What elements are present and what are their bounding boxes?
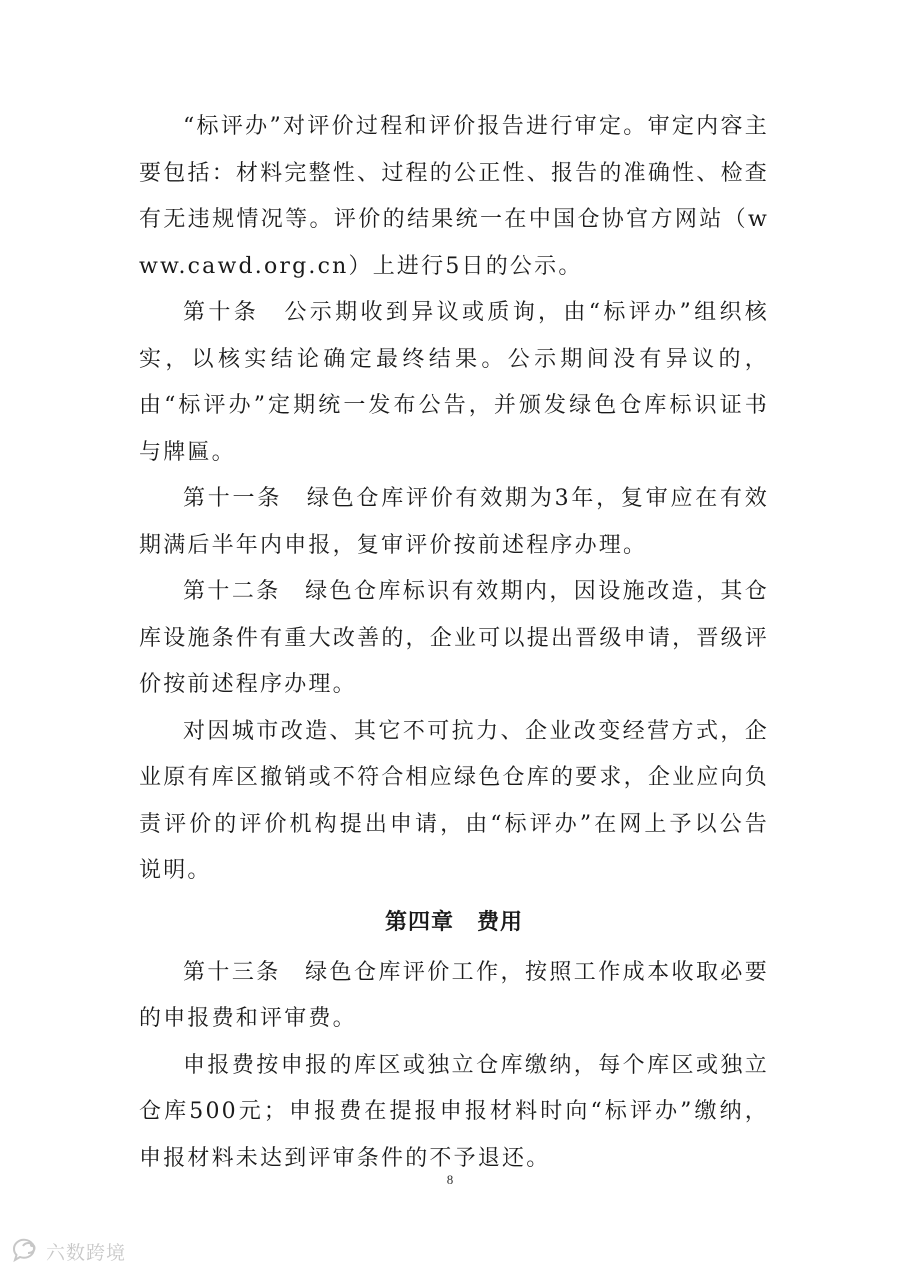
paragraph-relocation: 对因城市改造、其它不可抗力、企业改变经营方式，企业原有库区撤销或不符合相应绿色仓库的要求，企业应向负责评价的评价机构提出申请，由“标评办”在网上予以公告说明。 <box>139 718 769 883</box>
watermark <box>10 1236 126 1266</box>
chat-bubble-logo-icon <box>10 1236 40 1266</box>
paragraph-article-10: 第十条 公示期收到异议或质询，由“标评办”组织核实，以核实结论确定最终结果。公示期间没有异议的，由“标评办”定期统一发布公告，并颁发绿色仓库标识证书与牌匾。 <box>139 300 769 465</box>
paragraph-application-fee: 申报费按申报的库区或独立仓库缴纳，每个库区或独立仓库500元；申报费在提报申报材料时向“标评办”缴纳，申报材料未达到评审条件的不予退还。 <box>139 1052 769 1171</box>
document-body <box>139 104 769 1182</box>
page-number: 8 <box>446 1172 454 1187</box>
paragraph-article-13: 第十三条 绿色仓库评价工作，按照工作成本收取必要的申报费和评审费。 <box>139 959 769 1031</box>
chapter-heading: 第四章 费用 <box>384 909 523 935</box>
paragraph-article-12: 第十二条 绿色仓库标识有效期内，因设施改造，其仓库设施条件有重大改善的，企业可以提出晋级申请，晋级评价按前述程序办理。 <box>139 579 769 697</box>
paragraph-review: “标评办”对评价过程和评价报告进行审定。审定内容主要包括：材料完整性、过程的公正性、报告的准确性、检查有无违规情况等。评价的结果统一在中国仓协官方网站（www.cawd.org.cn）上进行5日的公示。 <box>139 114 769 279</box>
paragraph-article-11: 第十一条 绿色仓库评价有效期为3年，复审应在有效期满后半年内申报，复审评价按前述程序办理。 <box>139 486 769 558</box>
watermark-text: 六数跨境 <box>46 1241 127 1264</box>
